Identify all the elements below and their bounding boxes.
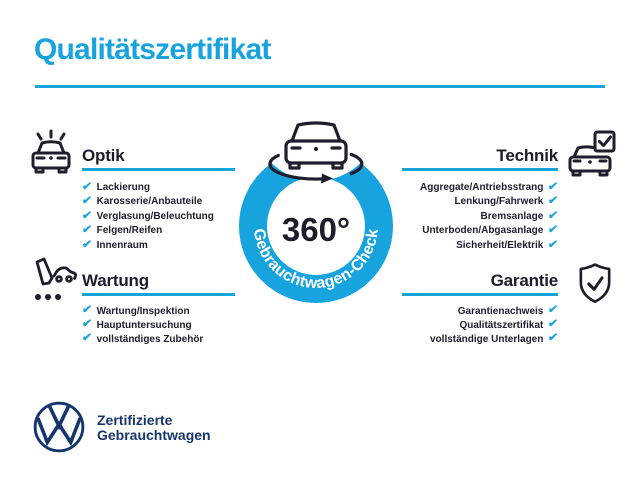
checklist-item: [380, 195, 558, 210]
shield-check-icon: [572, 258, 618, 310]
checklist-item: [380, 209, 558, 224]
section-heading-technik: Technik: [496, 146, 558, 165]
sparkling-car-icon: [24, 126, 78, 178]
check-icon: ✔: [547, 238, 559, 251]
check-icon: ✔: [547, 332, 559, 345]
item-label: Lenkung/Fahrwerk: [454, 196, 544, 208]
item-label: Sicherheit/Elektrik: [456, 239, 544, 251]
checklist-item: [380, 304, 558, 318]
check-icon: ✔: [547, 180, 559, 193]
item-label: Lackierung: [96, 181, 150, 193]
optik-checklist: [82, 180, 214, 253]
optik-divider: [82, 168, 235, 171]
item-label: Garantienachweis: [457, 305, 544, 317]
check-icon: ✔: [81, 224, 93, 236]
car-checkbox-icon: [566, 127, 618, 179]
checklist-item: [82, 180, 214, 195]
checklist-item: [380, 224, 558, 239]
checklist-item: [82, 209, 214, 224]
check-icon: ✔: [81, 209, 93, 222]
garantie-divider: [402, 293, 558, 296]
checklist-item: [82, 304, 203, 318]
checklist-item: [82, 332, 203, 346]
brand-claim: [97, 413, 211, 443]
section-heading-garantie: Garantie: [490, 271, 558, 290]
checklist-item: [380, 318, 558, 332]
check-icon: ✔: [547, 304, 559, 317]
check-icon: ✔: [81, 195, 93, 207]
checklist-item: [82, 238, 214, 253]
item-label: Verglasung/Beleuchtung: [96, 210, 214, 222]
technik-checklist: [380, 180, 558, 253]
badge-ring-label: Gebrauchtwagen-Check: [249, 227, 383, 293]
check-icon: ✔: [81, 180, 93, 193]
garantie-checklist: [380, 304, 558, 346]
checklist-item: [82, 224, 214, 239]
section-heading-wartung: Wartung: [82, 271, 149, 290]
item-label: Hauptuntersuchung: [96, 319, 192, 331]
item-label: Unterboden/Abgasanlage: [422, 225, 544, 237]
vw-logo-icon: [32, 400, 86, 454]
checklist-item: [380, 332, 558, 346]
page-title: Qualitätszertifikat: [34, 33, 271, 66]
technik-divider: [402, 168, 558, 171]
wartung-checklist: [82, 304, 203, 346]
item-label: vollständige Unterlagen: [430, 333, 544, 345]
check-icon: ✔: [547, 209, 559, 222]
checklist-item: [380, 180, 558, 195]
item-label: Innenraum: [96, 239, 148, 251]
checklist-item: [82, 318, 203, 332]
checklist-item: [82, 195, 214, 210]
item-label: Bremsanlage: [480, 210, 544, 222]
check-icon: ✔: [547, 318, 559, 331]
item-label: Felgen/Reifen: [96, 225, 163, 237]
item-label: Qualitätszertifikat: [459, 319, 544, 331]
item-label: vollständiges Zubehör: [96, 333, 204, 345]
brand-claim-line2: Gebrauchtwagen: [97, 427, 211, 443]
check-icon: ✔: [81, 238, 93, 251]
brand-claim-line1: Zertifizierte: [97, 412, 173, 428]
check-icon: ✔: [81, 332, 93, 345]
check-icon: ✔: [547, 224, 559, 236]
item-label: Wartung/Inspektion: [96, 305, 190, 317]
title-divider: [35, 85, 605, 88]
service-checklist-icon: [25, 256, 77, 308]
checklist-item: [380, 238, 558, 253]
check-icon: ✔: [81, 318, 93, 331]
check-icon: ✔: [547, 195, 559, 207]
item-label: Karosserie/Anbauteile: [96, 196, 203, 208]
section-heading-optik: Optik: [82, 146, 125, 165]
check-icon: ✔: [81, 304, 93, 317]
item-label: Aggregate/Antriebsstrang: [420, 181, 544, 193]
wartung-divider: [82, 293, 235, 296]
badge-degrees: 360°: [281, 211, 351, 248]
